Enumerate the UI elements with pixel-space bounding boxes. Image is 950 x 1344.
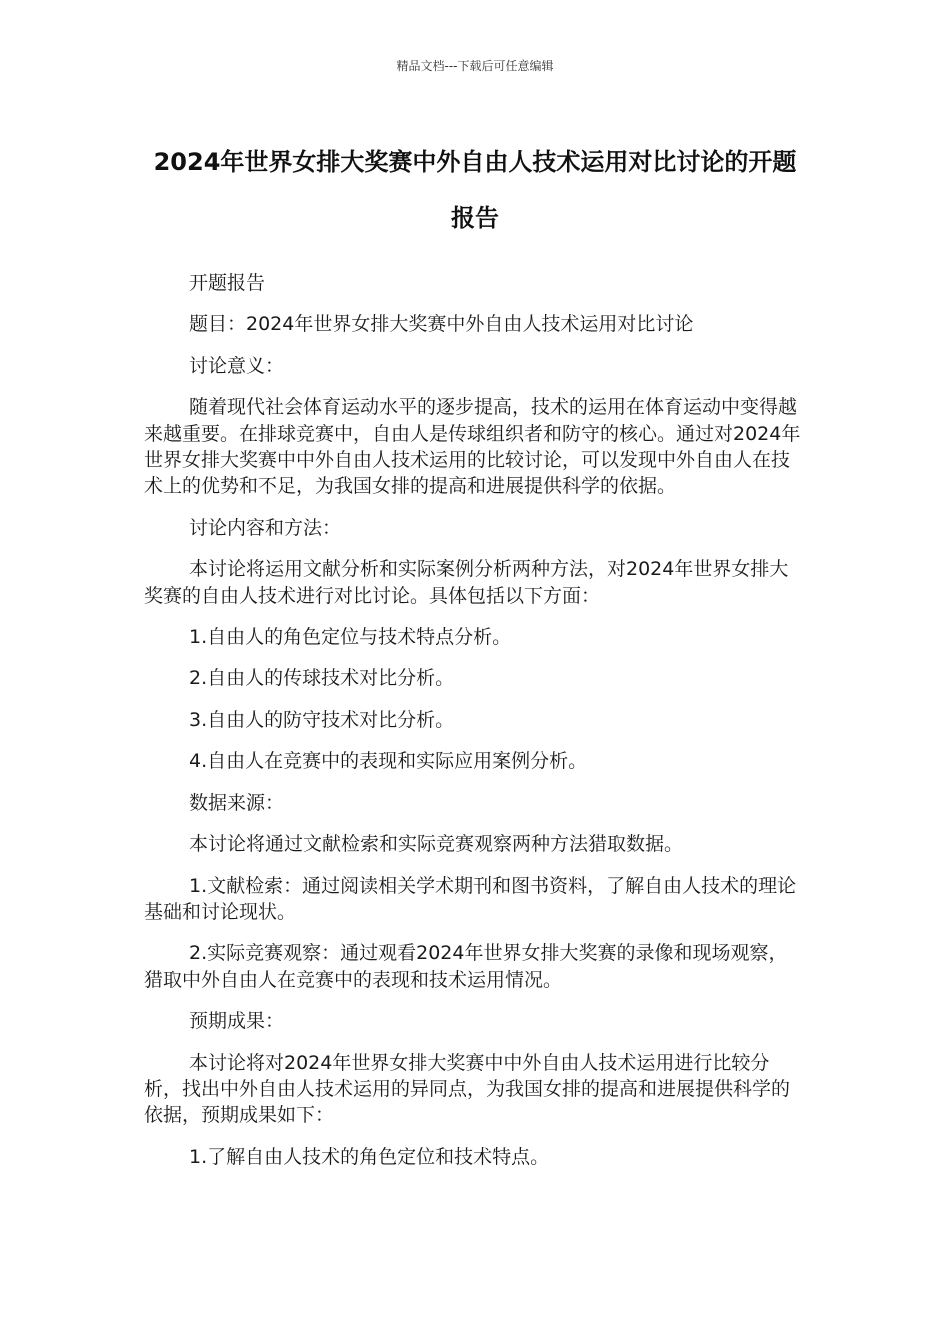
list-item: 4.自由人在竞赛中的表现和实际应用案例分析。 [189,750,588,773]
paragraph-report-label: 开题报告 [189,272,266,294]
list-item: 2.自由人的传球技术对比分析。 [189,667,455,690]
list-item: 1.了解自由人技术的角色定位和技术特点。 [189,1145,550,1168]
list-item: 2.实际竞赛观察：通过观看2024年世界女排大奖赛的录像和现场观察，猎取中外自由人在竞赛中的表现和技术运用情况。 [144,942,788,991]
heading-expected-results: 预期成果： [189,1010,285,1033]
paragraph-expected-results: 本讨论将对2024年世界女排大奖赛中中外自由人技术运用进行比较分析，找出中外自由人技术运用的异同点，为我国女排的提高和进展提供科学的依据，预期成果如下： [144,1051,791,1127]
paragraph-topic: 题目：2024年世界女排大奖赛中外自由人技术运用对比讨论 [189,313,694,336]
heading-data-source: 数据来源： [189,791,285,814]
document-body [144,270,806,1185]
header-note: 精品文档---下载后可任意编辑 [396,59,554,73]
heading-significance: 讨论意义： [189,354,285,377]
paragraph-significance: 随着现代社会体育运动水平的逐步提高，技术的运用在体育运动中变得越来越重要。在排球竞赛中，自由人是传球组织者和防守的核心。通过对2024年世界女排大奖赛中中外自由人技术运用的比较讨论，可以发现中外自由人在技术上的优势和不足，为我国女排的提高和进展提供科学的依据。 [144,396,801,498]
heading-content-methods: 讨论内容和方法： [189,516,342,539]
list-item: 1.文献检索：通过阅读相关学术期刊和图书资料，了解自由人技术的理论基础和讨论现状。 [144,874,797,923]
list-item: 1.自由人的角色定位与技术特点分析。 [189,626,512,649]
document-title: 2024年世界女排大奖赛中外自由人技术运用对比讨论的开题报告 [153,148,797,232]
paragraph-content-methods: 本讨论将运用文献分析和实际案例分析两种方法，对2024年世界女排大奖赛的自由人技术进行对比讨论。具体包括以下方面： [144,558,789,607]
paragraph-data-source: 本讨论将通过文献检索和实际竞赛观察两种方法猎取数据。 [189,833,684,856]
list-item: 3.自由人的防守技术对比分析。 [189,708,455,731]
